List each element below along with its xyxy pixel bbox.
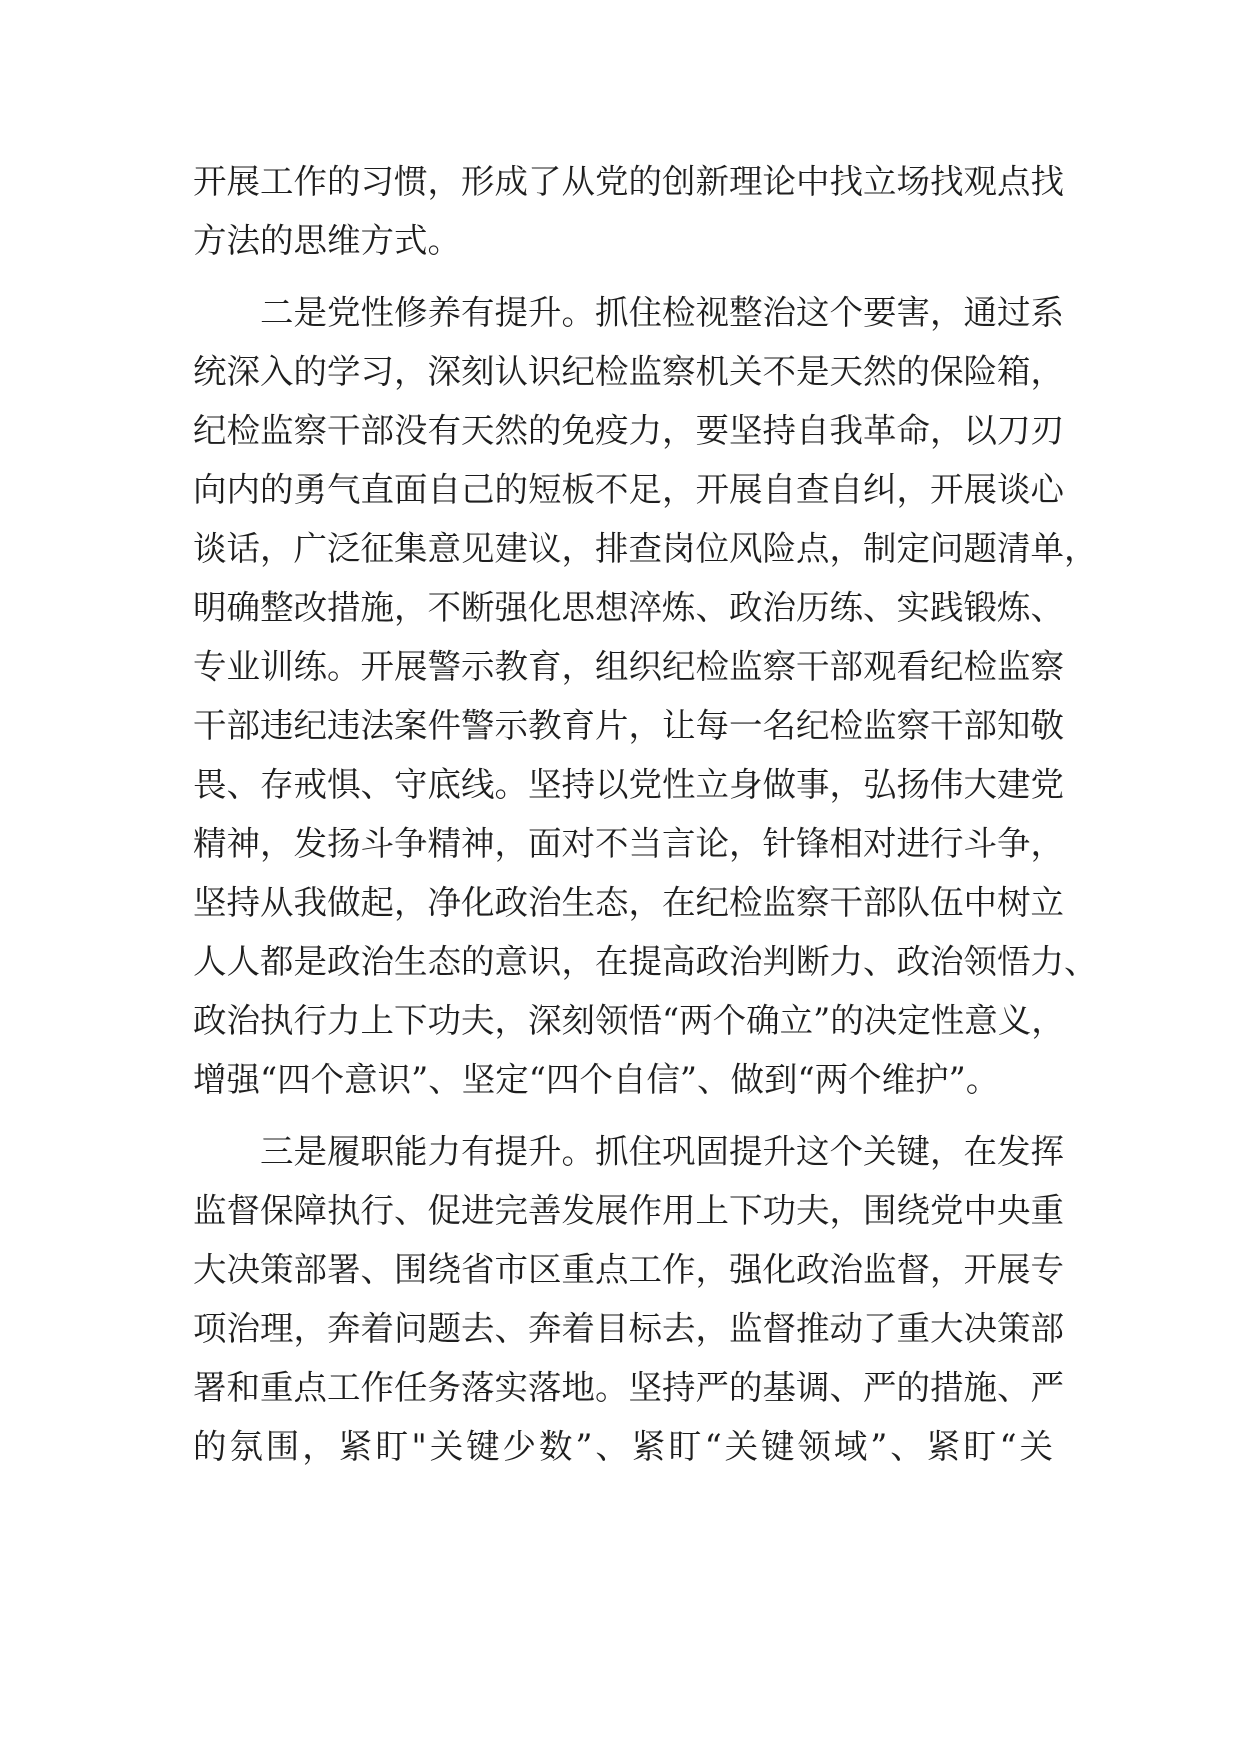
text-line: 项治理，奔着问题去、奔着目标去，监督推动了重大决策部 [193,1309,1064,1348]
text-line: 谈话，广泛征集意见建议，排查岗位风险点，制定问题清单， [193,529,1098,568]
text-line: 大决策部署、围绕省市区重点工作，强化政治监督，开展专 [193,1250,1064,1289]
text-line: 监督保障执行、促进完善发展作用上下功夫，围绕党中央重 [193,1191,1064,1230]
text-line: 统深入的学习，深刻认识纪检监察机关不是天然的保险箱， [193,352,1064,391]
text-line: 坚持从我做起，净化政治生态，在纪检监察干部队伍中树立 [193,883,1064,922]
text-line: 纪检监察干部没有天然的免疫力，要坚持自我革命，以刀刃 [193,411,1064,450]
paragraph [193,283,1098,1109]
paragraph [193,1122,1064,1476]
text-line: 干部违纪违法案件警示教育片，让每一名纪检监察干部知敬 [193,706,1064,745]
text-line: 精神，发扬斗争精神，面对不当言论，针锋相对进行斗争， [193,824,1064,863]
text-line: 明确整改措施，不断强化思想淬炼、政治历练、实践锻炼、 [193,588,1064,627]
text-line: 畏、存戒惧、守底线。坚持以党性立身做事，弘扬伟大建党 [193,765,1064,804]
text-line: 方法的思维方式。 [193,221,461,260]
document-body [193,152,1098,1476]
text-line: 的氛围，紧盯"关键少数”、紧盯“关键领域”、紧盯“关 [193,1427,1053,1466]
text-line: 三是履职能力有提升。抓住巩固提升这个关键，在发挥 [193,1132,1064,1171]
text-line: 署和重点工作任务落实落地。坚持严的基调、严的措施、严 [193,1368,1064,1407]
text-line: 专业训练。开展警示教育，组织纪检监察干部观看纪检监察 [193,647,1064,686]
text-line: 二是党性修养有提升。抓住检视整治这个要害，通过系 [193,293,1064,332]
text-line: 开展工作的习惯，形成了从党的创新理论中找立场找观点找 [193,162,1064,201]
text-line: 向内的勇气直面自己的短板不足，开展自查自纠，开展谈心 [193,470,1064,509]
text-line: 增强“四个意识”、坚定“四个自信”、做到“两个维护”。 [193,1060,1000,1099]
paragraph [193,152,1064,270]
text-line: 政治执行力上下功夫，深刻领悟“两个确立”的决定性意义， [193,1001,1065,1040]
text-line: 人人都是政治生态的意识，在提高政治判断力、政治领悟力、 [193,942,1098,981]
